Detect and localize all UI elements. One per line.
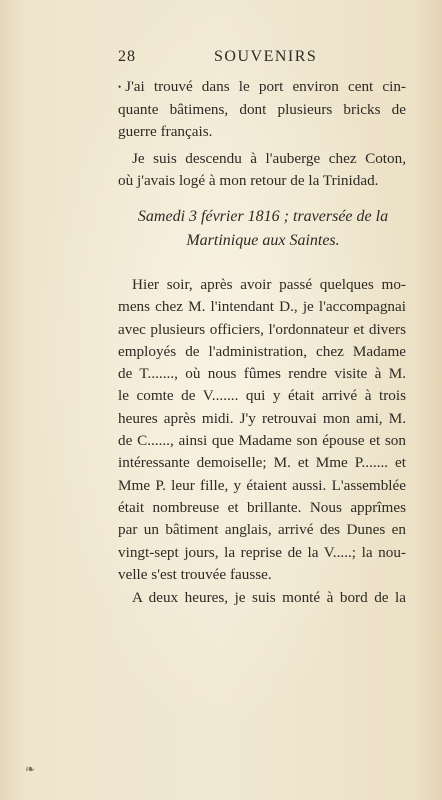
page-number: 28 (118, 48, 136, 65)
text-line: Mme P. leur fille, y étaient aussi. L'assemblée (118, 476, 406, 494)
bullet-mark: • (118, 82, 122, 93)
text-line: intéressante demoiselle; M. et Mme P....... et (118, 454, 406, 472)
text-line: Je suis descendu à l'auberge chez Coton, (132, 150, 406, 167)
corner-ornament-icon: ❧ (25, 762, 36, 776)
text-line: de T......., où nous fûmes rendre visite à M. (118, 365, 406, 383)
text-line: A deux heures, je suis monté à bord de la (132, 589, 406, 606)
text-line (118, 76, 406, 99)
text-line: par un bâtiment anglais, arrivé des Dunes en (118, 521, 406, 539)
heading-line: Martinique aux Saintes. (186, 232, 340, 249)
page-header (118, 48, 398, 72)
paragraph-2 (118, 148, 406, 193)
text-line-content: J'ai trouvé dans le port environ cent cin- (125, 78, 406, 95)
text-line: quante bâtimens, dont plusieurs bricks de (118, 100, 406, 118)
text-line: velle s'est trouvée fausse. (118, 565, 272, 583)
paragraph-3 (118, 274, 406, 586)
text-line: de C......, ainsi que Madame son épouse et son (118, 432, 406, 450)
running-title: SOUVENIRS (214, 48, 318, 65)
section-heading (118, 205, 408, 253)
text-line: vingt-sept jours, la reprise de la V.....; la nou- (118, 543, 406, 561)
text-line: Hier soir, après avoir passé quelques mo- (132, 276, 406, 293)
heading-line: Samedi 3 février 1816 ; traversée de la (137, 208, 389, 225)
text-line: guerre français. (118, 122, 213, 140)
text-line: heures après midi. J'y retrouvai mon ami, M. (118, 409, 406, 427)
text-line: mens chez M. l'intendant D., je l'accompagnai (118, 298, 406, 316)
text-line: le comte de V....... qui y était arrivé à trois (118, 387, 406, 405)
paragraph-4 (118, 587, 406, 609)
text-line: où j'avais logé à mon retour de la Trinidad. (118, 172, 379, 190)
paragraph-1 (118, 76, 406, 143)
text-line: employés de l'administration, chez Madame (118, 342, 406, 360)
text-line: avec plusieurs officiers, l'ordonnateur et divers (118, 320, 406, 338)
text-line: était nombreuse et brillante. Nous apprîmes (118, 498, 406, 516)
